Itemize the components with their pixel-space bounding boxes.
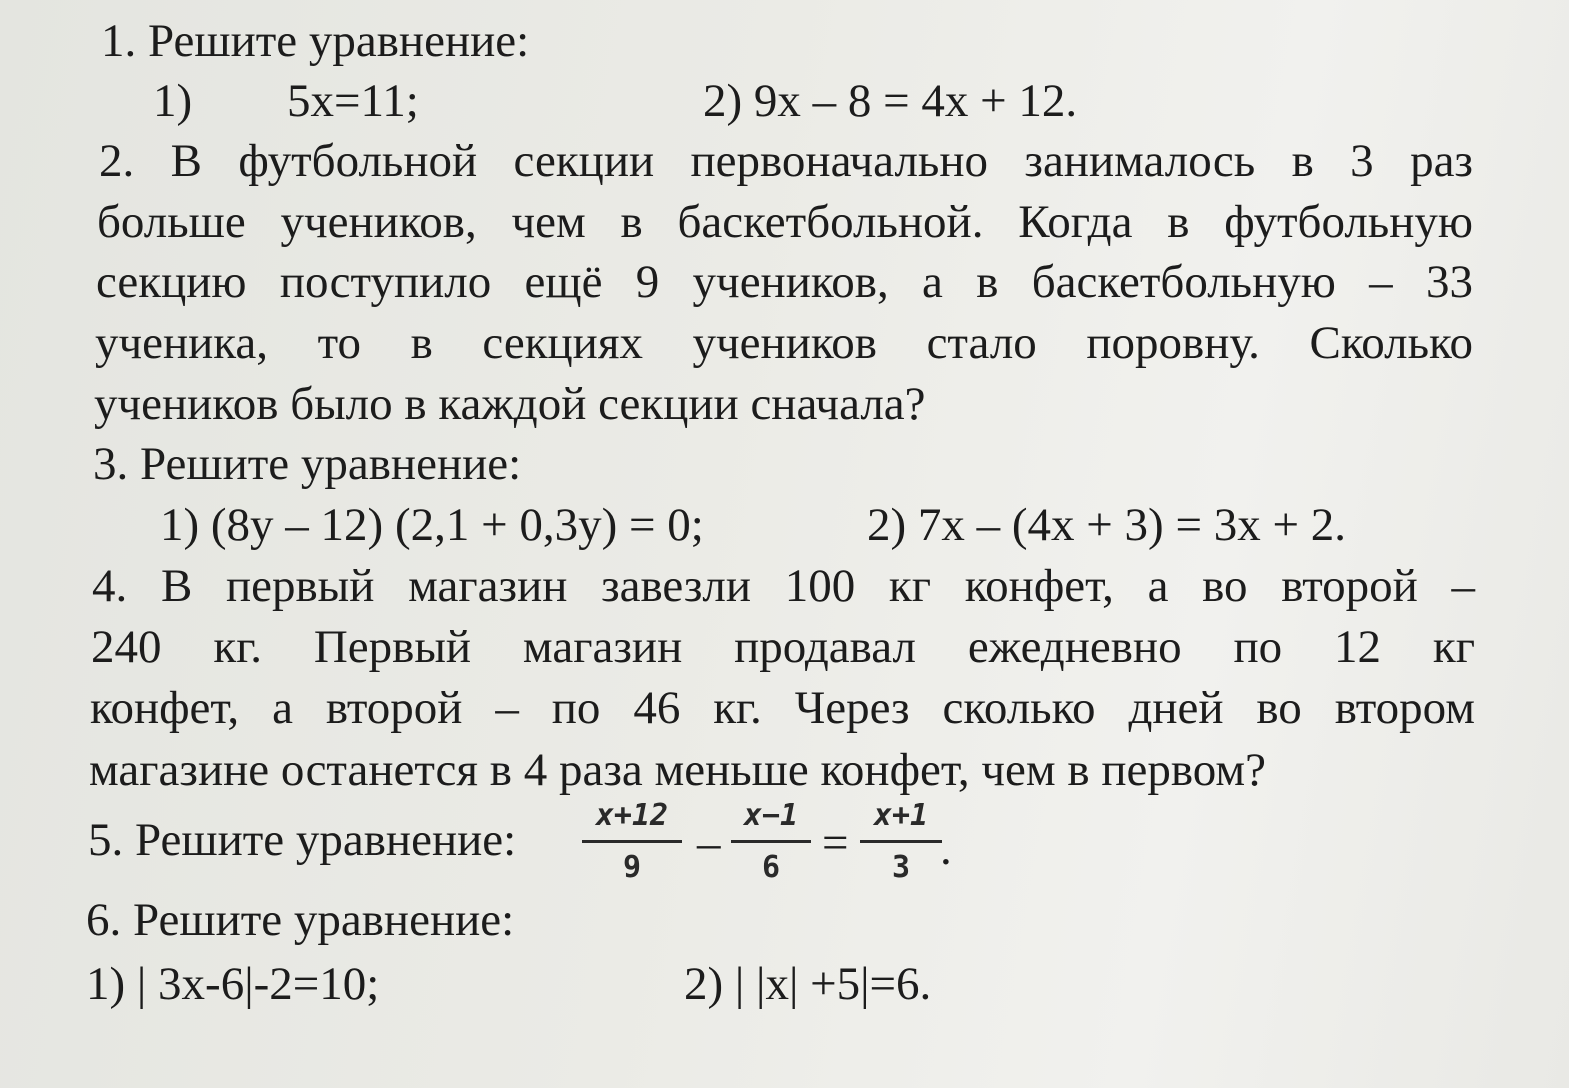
task6-part1-equation: 1) | 3x-6|-2=10; bbox=[86, 958, 380, 1010]
task2-line-3: секцию поступило ещё 9 учеников, а в баскетбольную – 33 bbox=[96, 256, 1473, 308]
task4-line-1: 4. В первый магазин завезли 100 кг конфет, а во второй – bbox=[92, 560, 1475, 612]
task4-line-2: 240 кг. Первый магазин продавал ежедневно по 12 кг bbox=[91, 621, 1475, 673]
fraction-2-bar bbox=[731, 840, 811, 843]
task1-part1-label: 1) bbox=[153, 75, 193, 127]
fraction-3-bar bbox=[860, 840, 942, 843]
fraction-1-denominator: 9 bbox=[622, 850, 642, 885]
task3-heading: 3. Решите уравнение: bbox=[93, 438, 522, 490]
task3-part2-equation: 2) 7x – (4x + 3) = 3x + 2. bbox=[867, 499, 1346, 551]
task2-line-2: больше учеников, чем в баскетбольной. Когда в футбольную bbox=[97, 196, 1473, 248]
task1-part2-equation: 2) 9x – 8 = 4x + 12. bbox=[703, 75, 1078, 127]
task2-line-5: учеников было в каждой секции сначала? bbox=[94, 378, 926, 430]
task4-line-4: магазине останется в 4 раза меньше конфет, чем в первом? bbox=[89, 744, 1266, 796]
equation-end-period: . bbox=[940, 823, 952, 875]
fraction-2 bbox=[731, 798, 811, 885]
task1-part1-equation: 5x=11; bbox=[287, 75, 419, 127]
task4-line-3: конфет, а второй – по 46 кг. Через сколько дней во втором bbox=[90, 682, 1475, 734]
fraction-2-denominator: 6 bbox=[761, 850, 781, 885]
task2-line-4: ученика, то в секциях учеников стало поровну. Сколько bbox=[95, 317, 1473, 369]
fraction-3 bbox=[860, 798, 942, 885]
task5-heading: 5. Решите уравнение: bbox=[88, 814, 517, 866]
fraction-3-numerator: x+1 bbox=[873, 798, 929, 833]
minus-sign: – bbox=[697, 817, 721, 869]
fraction-1-numerator: x+12 bbox=[595, 798, 669, 833]
task1-heading: 1. Решите уравнение: bbox=[101, 15, 530, 67]
task6-heading: 6. Решите уравнение: bbox=[86, 894, 515, 946]
fraction-2-numerator: x−1 bbox=[743, 798, 799, 833]
equals-sign: = bbox=[822, 817, 849, 869]
fraction-1-bar bbox=[582, 840, 682, 843]
fraction-1 bbox=[582, 798, 682, 885]
fraction-3-denominator: 3 bbox=[891, 850, 911, 885]
task6-part2-equation: 2) | |x| +5|=6. bbox=[684, 958, 932, 1010]
task2-line-1: 2. В футбольной секции первоначально занималось в 3 раз bbox=[99, 135, 1473, 187]
task3-part1-equation: 1) (8y – 12) (2,1 + 0,3y) = 0; bbox=[160, 499, 704, 551]
